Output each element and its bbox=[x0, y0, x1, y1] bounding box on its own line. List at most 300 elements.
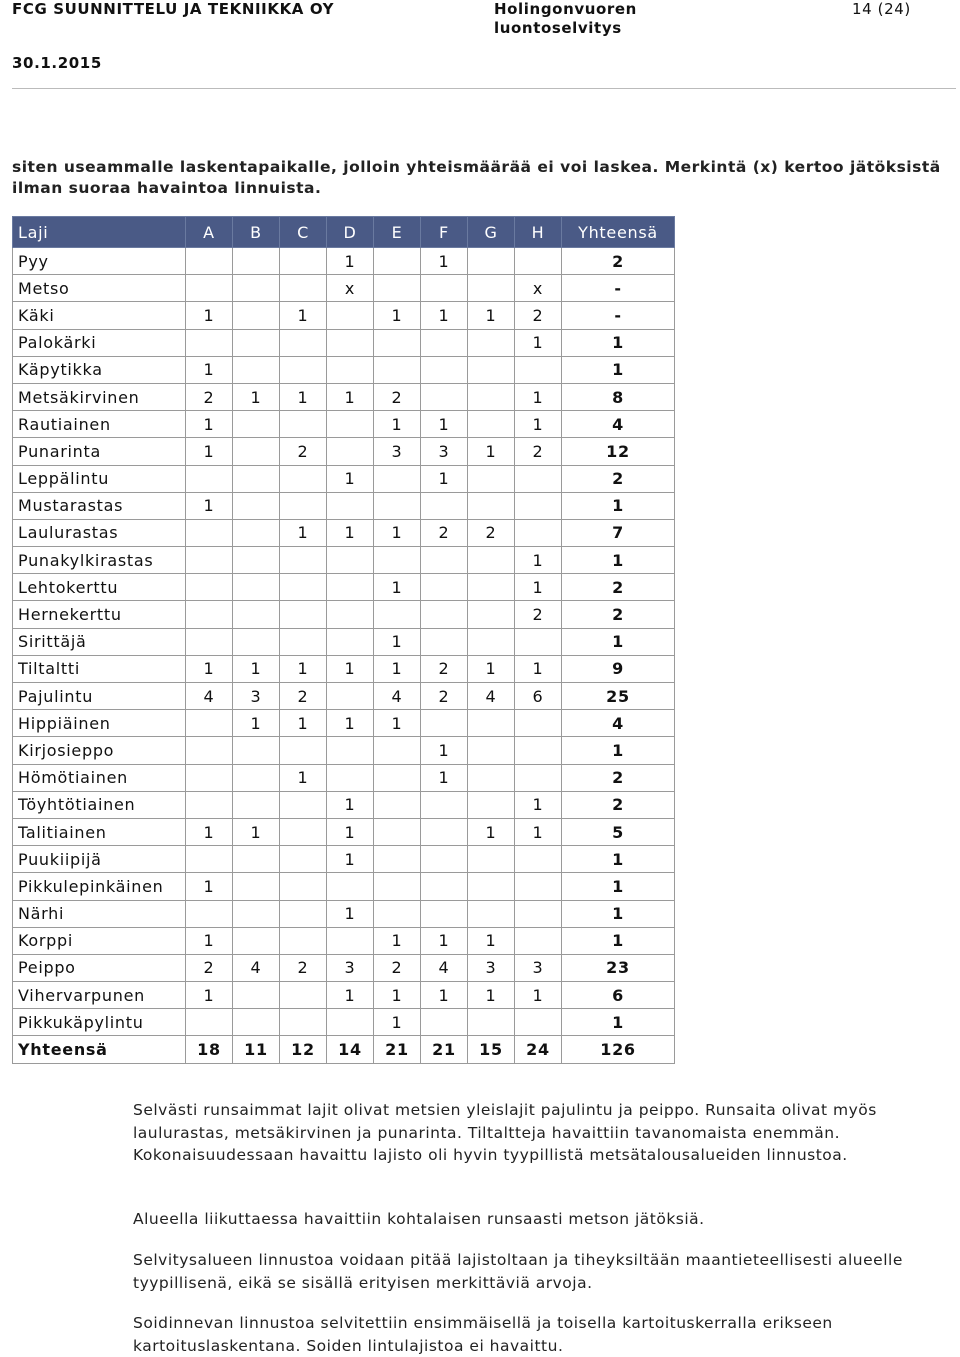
count-cell: 1 bbox=[186, 982, 233, 1009]
count-cell bbox=[421, 492, 468, 519]
count-cell: 1 bbox=[280, 655, 327, 682]
count-cell bbox=[468, 628, 515, 655]
count-cell bbox=[186, 900, 233, 927]
count-cell bbox=[468, 710, 515, 737]
count-cell: 3 bbox=[374, 438, 421, 465]
count-cell bbox=[374, 547, 421, 574]
count-cell bbox=[374, 329, 421, 356]
total-cell: 126 bbox=[562, 1036, 675, 1063]
count-cell bbox=[186, 737, 233, 764]
total-cell: 1 bbox=[562, 737, 675, 764]
count-cell bbox=[421, 356, 468, 383]
count-cell: 4 bbox=[468, 683, 515, 710]
count-cell: 1 bbox=[186, 655, 233, 682]
count-cell: x bbox=[327, 275, 374, 302]
count-cell bbox=[280, 628, 327, 655]
total-cell: 12 bbox=[562, 438, 675, 465]
count-cell bbox=[515, 764, 562, 791]
count-cell bbox=[468, 248, 515, 275]
count-cell: 1 bbox=[374, 655, 421, 682]
count-cell bbox=[327, 873, 374, 900]
count-cell bbox=[515, 710, 562, 737]
total-cell: 6 bbox=[562, 982, 675, 1009]
table-row bbox=[13, 927, 675, 954]
total-cell: 1 bbox=[562, 329, 675, 356]
species-name-cell: Puukiipijä bbox=[13, 846, 186, 873]
count-cell bbox=[374, 737, 421, 764]
count-cell bbox=[186, 846, 233, 873]
count-cell: 1 bbox=[468, 302, 515, 329]
document-title-line2: luontoselvitys bbox=[494, 19, 622, 37]
table-row bbox=[13, 982, 675, 1009]
total-cell: 8 bbox=[562, 383, 675, 410]
count-cell: 1 bbox=[421, 411, 468, 438]
species-name-cell: Hippiäinen bbox=[13, 710, 186, 737]
count-cell bbox=[280, 737, 327, 764]
count-cell: 1 bbox=[233, 818, 280, 845]
count-cell: 1 bbox=[327, 519, 374, 546]
count-cell bbox=[280, 465, 327, 492]
count-cell: 1 bbox=[515, 574, 562, 601]
count-cell: 2 bbox=[280, 683, 327, 710]
count-cell bbox=[280, 927, 327, 954]
count-cell bbox=[327, 547, 374, 574]
count-cell: 21 bbox=[421, 1036, 468, 1063]
table-row bbox=[13, 683, 675, 710]
count-cell bbox=[468, 846, 515, 873]
count-cell bbox=[421, 329, 468, 356]
count-cell bbox=[327, 329, 374, 356]
count-cell bbox=[280, 846, 327, 873]
count-cell: 24 bbox=[515, 1036, 562, 1063]
total-cell: 7 bbox=[562, 519, 675, 546]
count-cell bbox=[468, 465, 515, 492]
count-cell: 1 bbox=[280, 764, 327, 791]
count-cell bbox=[374, 900, 421, 927]
count-cell: 1 bbox=[186, 492, 233, 519]
total-cell: 2 bbox=[562, 465, 675, 492]
count-cell bbox=[186, 601, 233, 628]
count-cell bbox=[186, 791, 233, 818]
count-cell: 1 bbox=[468, 982, 515, 1009]
count-cell bbox=[515, 519, 562, 546]
count-cell: 2 bbox=[186, 383, 233, 410]
count-cell bbox=[468, 275, 515, 302]
count-cell bbox=[280, 1009, 327, 1036]
count-cell bbox=[327, 438, 374, 465]
count-cell: 2 bbox=[280, 438, 327, 465]
count-cell bbox=[186, 1009, 233, 1036]
count-cell bbox=[468, 737, 515, 764]
count-cell bbox=[233, 248, 280, 275]
table-row bbox=[13, 764, 675, 791]
species-name-cell: Pyy bbox=[13, 248, 186, 275]
species-name-cell: Palokärki bbox=[13, 329, 186, 356]
table-row bbox=[13, 628, 675, 655]
table-row bbox=[13, 275, 675, 302]
table-row bbox=[13, 791, 675, 818]
count-cell: 1 bbox=[468, 655, 515, 682]
count-cell: 1 bbox=[327, 710, 374, 737]
count-cell bbox=[374, 492, 421, 519]
count-cell bbox=[280, 492, 327, 519]
table-row bbox=[13, 818, 675, 845]
count-cell: 1 bbox=[421, 302, 468, 329]
count-cell: 1 bbox=[327, 982, 374, 1009]
species-name-cell: Pikkulepinkäinen bbox=[13, 873, 186, 900]
total-cell: 1 bbox=[562, 547, 675, 574]
count-cell bbox=[468, 900, 515, 927]
species-name-cell: Tiltaltti bbox=[13, 655, 186, 682]
count-cell: 1 bbox=[327, 655, 374, 682]
species-name-cell: Käpytikka bbox=[13, 356, 186, 383]
count-cell bbox=[421, 710, 468, 737]
count-cell bbox=[280, 547, 327, 574]
column-header-d: D bbox=[327, 217, 374, 248]
document-title-line1: Holingonvuoren bbox=[494, 0, 637, 18]
count-cell bbox=[515, 873, 562, 900]
count-cell bbox=[233, 982, 280, 1009]
species-name-cell: Sirittäjä bbox=[13, 628, 186, 655]
count-cell: 2 bbox=[515, 302, 562, 329]
species-name-cell: Pikkukäpylintu bbox=[13, 1009, 186, 1036]
count-cell bbox=[421, 547, 468, 574]
species-name-cell: Punakylkirastas bbox=[13, 547, 186, 574]
count-cell: 11 bbox=[233, 1036, 280, 1063]
count-cell bbox=[468, 873, 515, 900]
species-name-cell: Punarinta bbox=[13, 438, 186, 465]
count-cell bbox=[327, 764, 374, 791]
count-cell bbox=[186, 764, 233, 791]
count-cell bbox=[421, 846, 468, 873]
count-cell bbox=[374, 846, 421, 873]
count-cell: 2 bbox=[374, 954, 421, 981]
column-header-laji: Laji bbox=[13, 217, 186, 248]
count-cell bbox=[280, 275, 327, 302]
count-cell bbox=[280, 601, 327, 628]
count-cell: 1 bbox=[515, 411, 562, 438]
count-cell bbox=[374, 601, 421, 628]
count-cell: 1 bbox=[186, 818, 233, 845]
count-cell bbox=[233, 873, 280, 900]
count-cell bbox=[233, 492, 280, 519]
document-date: 30.1.2015 bbox=[12, 54, 102, 72]
count-cell: 2 bbox=[515, 601, 562, 628]
table-row bbox=[13, 873, 675, 900]
count-cell bbox=[233, 737, 280, 764]
count-cell bbox=[280, 900, 327, 927]
count-cell: 1 bbox=[515, 791, 562, 818]
count-cell bbox=[421, 601, 468, 628]
count-cell bbox=[233, 601, 280, 628]
paragraph-abundant-species: Selvästi runsaimmat lajit olivat metsien yleislajit pajulintu ja peippo. Runsaita olivat myös laulurastas, metsäkirvinen ja punarinta. Tiltaltteja havaittiin tavanomaista enemmän. Kokonaisuudessaan havaittu lajisto oli hyvin tyypillistä metsätalousalueiden linnustoa. bbox=[133, 1101, 877, 1164]
page-number: 14 (24) bbox=[852, 0, 911, 18]
total-cell: 2 bbox=[562, 601, 675, 628]
count-cell: 4 bbox=[233, 954, 280, 981]
species-name-cell: Käki bbox=[13, 302, 186, 329]
count-cell bbox=[233, 1009, 280, 1036]
count-cell: 1 bbox=[515, 982, 562, 1009]
count-cell bbox=[515, 1009, 562, 1036]
count-cell bbox=[515, 248, 562, 275]
table-total-row bbox=[13, 1036, 675, 1063]
count-cell bbox=[421, 574, 468, 601]
count-cell bbox=[280, 329, 327, 356]
count-cell: 14 bbox=[327, 1036, 374, 1063]
count-cell bbox=[515, 628, 562, 655]
table-row bbox=[13, 655, 675, 682]
count-cell bbox=[186, 465, 233, 492]
count-cell: 1 bbox=[468, 927, 515, 954]
species-name-cell: Laulurastas bbox=[13, 519, 186, 546]
count-cell bbox=[280, 248, 327, 275]
table-row bbox=[13, 248, 675, 275]
count-cell bbox=[374, 873, 421, 900]
total-cell: 1 bbox=[562, 628, 675, 655]
count-cell: 1 bbox=[186, 438, 233, 465]
count-cell: 2 bbox=[186, 954, 233, 981]
count-cell: 1 bbox=[186, 873, 233, 900]
count-cell bbox=[233, 438, 280, 465]
total-cell: 2 bbox=[562, 248, 675, 275]
table-row bbox=[13, 900, 675, 927]
count-cell bbox=[186, 329, 233, 356]
count-cell: 1 bbox=[374, 519, 421, 546]
count-cell bbox=[233, 900, 280, 927]
count-cell bbox=[280, 356, 327, 383]
species-name-cell: Korppi bbox=[13, 927, 186, 954]
species-name-cell: Töyhtötiainen bbox=[13, 791, 186, 818]
count-cell: 1 bbox=[233, 655, 280, 682]
count-cell: 1 bbox=[280, 383, 327, 410]
count-cell bbox=[374, 791, 421, 818]
count-cell bbox=[374, 818, 421, 845]
count-cell bbox=[421, 275, 468, 302]
column-header-c: C bbox=[280, 217, 327, 248]
total-cell: 1 bbox=[562, 927, 675, 954]
species-name-cell: Metsäkirvinen bbox=[13, 383, 186, 410]
count-cell bbox=[515, 927, 562, 954]
count-cell bbox=[468, 574, 515, 601]
count-cell bbox=[468, 1009, 515, 1036]
count-cell bbox=[280, 873, 327, 900]
count-cell bbox=[468, 356, 515, 383]
table-row bbox=[13, 1009, 675, 1036]
total-cell: 4 bbox=[562, 710, 675, 737]
count-cell bbox=[421, 383, 468, 410]
table-row bbox=[13, 519, 675, 546]
species-name-cell: Mustarastas bbox=[13, 492, 186, 519]
header-divider bbox=[12, 88, 956, 89]
count-cell bbox=[233, 791, 280, 818]
count-cell bbox=[233, 302, 280, 329]
total-cell: 1 bbox=[562, 492, 675, 519]
count-cell: 1 bbox=[233, 383, 280, 410]
count-cell: 1 bbox=[468, 438, 515, 465]
count-cell: 1 bbox=[186, 411, 233, 438]
count-cell bbox=[327, 492, 374, 519]
table-row bbox=[13, 465, 675, 492]
count-cell bbox=[468, 547, 515, 574]
count-cell: 1 bbox=[327, 846, 374, 873]
count-cell: 1 bbox=[515, 655, 562, 682]
count-cell bbox=[468, 791, 515, 818]
count-cell bbox=[468, 383, 515, 410]
count-cell: 1 bbox=[374, 982, 421, 1009]
count-cell bbox=[327, 737, 374, 764]
count-cell: 2 bbox=[515, 438, 562, 465]
count-cell bbox=[233, 574, 280, 601]
count-cell: 2 bbox=[421, 519, 468, 546]
total-cell: 1 bbox=[562, 356, 675, 383]
count-cell bbox=[515, 465, 562, 492]
count-cell bbox=[468, 601, 515, 628]
count-cell bbox=[515, 900, 562, 927]
count-cell bbox=[421, 818, 468, 845]
species-name-cell: Lehtokerttu bbox=[13, 574, 186, 601]
count-cell: 1 bbox=[186, 302, 233, 329]
count-cell bbox=[233, 628, 280, 655]
count-cell bbox=[280, 982, 327, 1009]
count-cell: 1 bbox=[327, 818, 374, 845]
count-cell bbox=[515, 846, 562, 873]
count-cell bbox=[327, 302, 374, 329]
count-cell: 1 bbox=[515, 383, 562, 410]
count-cell bbox=[327, 1009, 374, 1036]
count-cell: 21 bbox=[374, 1036, 421, 1063]
count-cell bbox=[421, 628, 468, 655]
count-cell: 1 bbox=[280, 710, 327, 737]
paragraph-capercaillie-droppings: Alueella liikuttaessa havaittiin kohtalaisen runsaasti metson jätöksiä. bbox=[133, 1210, 705, 1228]
count-cell: 2 bbox=[374, 383, 421, 410]
count-cell bbox=[515, 492, 562, 519]
count-cell bbox=[233, 329, 280, 356]
table-row bbox=[13, 737, 675, 764]
count-cell: 15 bbox=[468, 1036, 515, 1063]
species-name-cell: Peippo bbox=[13, 954, 186, 981]
table-row bbox=[13, 383, 675, 410]
count-cell bbox=[374, 356, 421, 383]
total-cell: 1 bbox=[562, 846, 675, 873]
count-cell: 1 bbox=[515, 329, 562, 356]
count-cell bbox=[186, 574, 233, 601]
total-cell: 2 bbox=[562, 791, 675, 818]
table-row bbox=[13, 547, 675, 574]
count-cell: 1 bbox=[374, 628, 421, 655]
total-cell: - bbox=[562, 302, 675, 329]
species-name-cell: Metso bbox=[13, 275, 186, 302]
count-cell bbox=[327, 628, 374, 655]
count-cell bbox=[186, 547, 233, 574]
count-cell: 1 bbox=[374, 411, 421, 438]
count-cell: 3 bbox=[233, 683, 280, 710]
count-cell bbox=[327, 683, 374, 710]
count-cell bbox=[421, 873, 468, 900]
total-cell: - bbox=[562, 275, 675, 302]
total-cell: 23 bbox=[562, 954, 675, 981]
count-cell: 2 bbox=[421, 655, 468, 682]
count-cell bbox=[186, 275, 233, 302]
document-title bbox=[494, 0, 637, 38]
count-cell bbox=[515, 737, 562, 764]
species-name-cell: Yhteensä bbox=[13, 1036, 186, 1063]
count-cell: 1 bbox=[515, 547, 562, 574]
count-cell: 1 bbox=[421, 248, 468, 275]
table-row bbox=[13, 574, 675, 601]
paragraph-area-assessment: Selvitysalueen linnustoa voidaan pitää lajistoltaan ja tiheyksiltään maantieteellisesti alueelle tyypillisenä, eikä se sisällä erityisen merkittäviä arvoja. bbox=[133, 1251, 903, 1292]
count-cell: 1 bbox=[233, 710, 280, 737]
count-cell: 1 bbox=[421, 737, 468, 764]
table-row bbox=[13, 302, 675, 329]
table-row bbox=[13, 492, 675, 519]
count-cell bbox=[233, 764, 280, 791]
column-header-a: A bbox=[186, 217, 233, 248]
count-cell: 3 bbox=[327, 954, 374, 981]
species-name-cell: Hömötiainen bbox=[13, 764, 186, 791]
count-cell bbox=[233, 465, 280, 492]
count-cell: 2 bbox=[421, 683, 468, 710]
total-cell: 2 bbox=[562, 574, 675, 601]
total-cell: 5 bbox=[562, 818, 675, 845]
count-cell bbox=[374, 248, 421, 275]
count-cell: 1 bbox=[421, 982, 468, 1009]
count-cell: 1 bbox=[421, 764, 468, 791]
count-cell bbox=[468, 492, 515, 519]
table-row bbox=[13, 411, 675, 438]
count-cell bbox=[280, 791, 327, 818]
table-row bbox=[13, 438, 675, 465]
count-cell bbox=[327, 574, 374, 601]
count-cell bbox=[468, 411, 515, 438]
count-cell: 1 bbox=[515, 818, 562, 845]
count-cell bbox=[233, 519, 280, 546]
count-cell: 1 bbox=[421, 465, 468, 492]
total-cell: 1 bbox=[562, 1009, 675, 1036]
count-cell bbox=[233, 927, 280, 954]
count-cell: 1 bbox=[327, 383, 374, 410]
table-row bbox=[13, 356, 675, 383]
count-cell: x bbox=[515, 275, 562, 302]
count-cell: 1 bbox=[468, 818, 515, 845]
count-cell: 4 bbox=[374, 683, 421, 710]
count-cell bbox=[515, 356, 562, 383]
count-cell bbox=[186, 628, 233, 655]
count-cell bbox=[186, 710, 233, 737]
count-cell: 3 bbox=[515, 954, 562, 981]
count-cell bbox=[280, 411, 327, 438]
count-cell: 1 bbox=[374, 927, 421, 954]
count-cell bbox=[421, 900, 468, 927]
count-cell bbox=[186, 248, 233, 275]
table-row bbox=[13, 954, 675, 981]
count-cell bbox=[421, 791, 468, 818]
column-header-g: G bbox=[468, 217, 515, 248]
count-cell bbox=[468, 764, 515, 791]
count-cell bbox=[233, 846, 280, 873]
count-cell: 1 bbox=[327, 900, 374, 927]
company-name: FCG SUUNNITTELU JA TEKNIIKKA OY bbox=[12, 0, 335, 18]
count-cell: 4 bbox=[186, 683, 233, 710]
species-name-cell: Vihervarpunen bbox=[13, 982, 186, 1009]
count-cell: 4 bbox=[421, 954, 468, 981]
count-cell: 1 bbox=[374, 302, 421, 329]
count-cell: 1 bbox=[327, 465, 374, 492]
count-cell bbox=[327, 601, 374, 628]
count-cell bbox=[233, 411, 280, 438]
species-name-cell: Hernekerttu bbox=[13, 601, 186, 628]
bird-count-table bbox=[12, 216, 675, 1064]
table-body bbox=[13, 248, 675, 1064]
